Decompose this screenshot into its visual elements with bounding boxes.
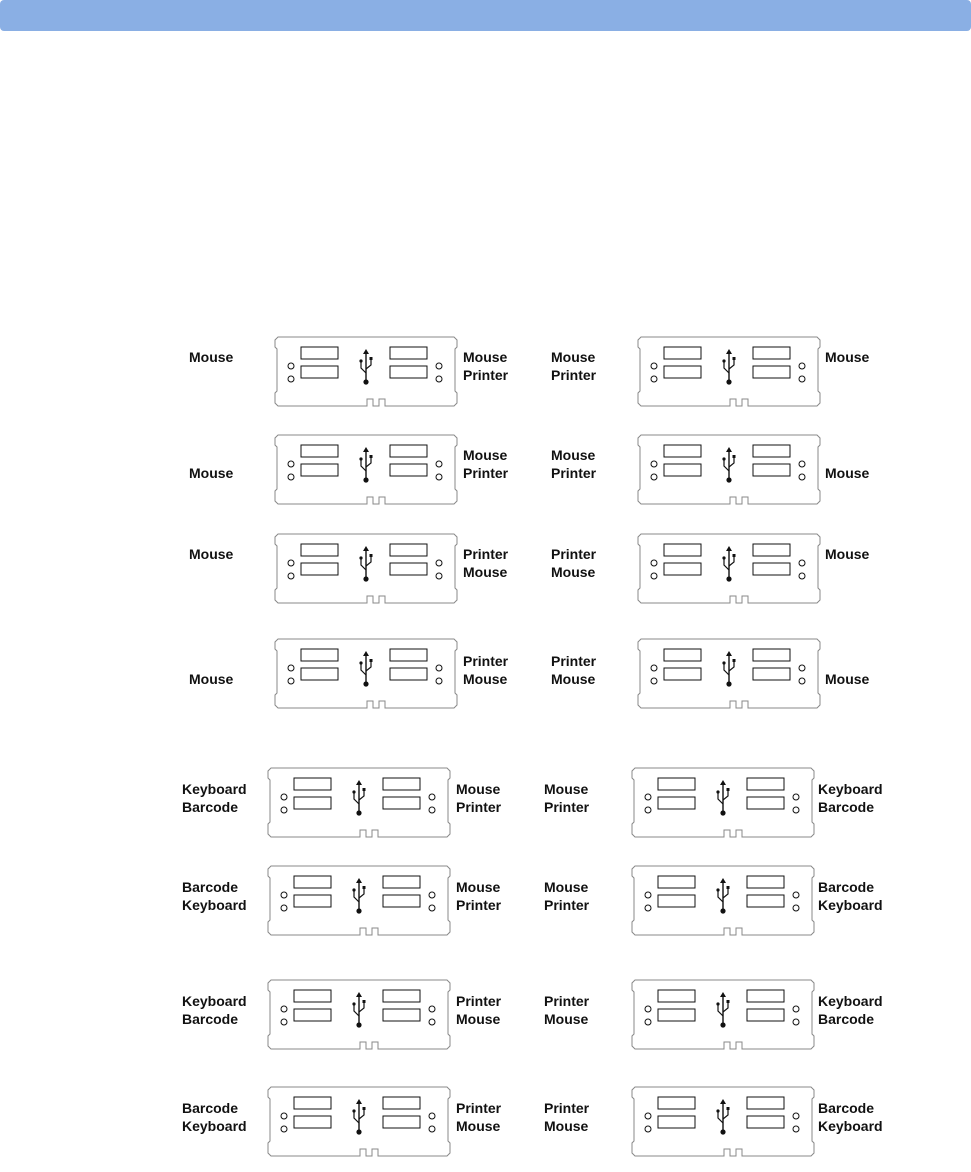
- port-label: Keyboard: [818, 1118, 883, 1134]
- usb-port-upper-left: [658, 990, 695, 1002]
- port-label: Mouse: [544, 781, 589, 797]
- port-label: Barcode: [182, 799, 239, 815]
- port-label: Mouse: [463, 349, 508, 365]
- screw-hole: [645, 1019, 651, 1025]
- screw-hole: [645, 1126, 651, 1132]
- screw-hole: [429, 794, 435, 800]
- screw-hole: [651, 665, 657, 671]
- port-label: Printer: [544, 993, 590, 1009]
- usb-port-upper-right: [747, 876, 784, 888]
- screw-hole: [793, 807, 799, 813]
- usb-port-upper-left: [294, 778, 331, 790]
- usb-port-upper-left: [658, 1097, 695, 1109]
- usb-port-lower-left: [301, 563, 338, 575]
- port-label: Printer: [463, 653, 509, 669]
- port-label: Barcode: [818, 799, 875, 815]
- usb-port-upper-right: [753, 347, 790, 359]
- port-label: Printer: [456, 993, 502, 1009]
- port-label: Keyboard: [182, 1118, 247, 1134]
- port-label: Mouse: [456, 1011, 501, 1027]
- usb-port-panel: [638, 534, 820, 603]
- usb-port-upper-left: [664, 544, 701, 556]
- port-label: Barcode: [182, 1011, 239, 1027]
- screw-hole: [429, 892, 435, 898]
- usb-port-lower-right: [390, 668, 427, 680]
- usb-port-lower-left: [301, 366, 338, 378]
- port-label: Printer: [463, 546, 509, 562]
- screw-hole: [288, 665, 294, 671]
- port-label: Printer: [456, 799, 502, 815]
- screw-hole: [281, 905, 287, 911]
- usb-port-lower-right: [747, 797, 784, 809]
- usb-port-panel: [632, 1087, 814, 1156]
- port-label: Barcode: [818, 879, 875, 895]
- usb-port-panel: [632, 768, 814, 837]
- usb-port-panel: [275, 639, 457, 708]
- screw-hole: [429, 1006, 435, 1012]
- usb-port-panel: [275, 534, 457, 603]
- port-label: Barcode: [818, 1100, 875, 1116]
- port-label: Mouse: [456, 781, 501, 797]
- screw-hole: [436, 573, 442, 579]
- screw-hole: [645, 807, 651, 813]
- usb-port-upper-right: [390, 347, 427, 359]
- screw-hole: [799, 678, 805, 684]
- screw-hole: [281, 892, 287, 898]
- port-label: Mouse: [544, 1118, 589, 1134]
- screw-hole: [281, 807, 287, 813]
- screw-hole: [288, 474, 294, 480]
- screw-hole: [436, 665, 442, 671]
- port-label: Printer: [551, 546, 597, 562]
- usb-port-upper-left: [294, 876, 331, 888]
- port-label: Mouse: [463, 564, 508, 580]
- screw-hole: [436, 363, 442, 369]
- usb-port-upper-left: [294, 990, 331, 1002]
- screw-hole: [793, 1006, 799, 1012]
- usb-port-lower-right: [383, 895, 420, 907]
- usb-port-upper-right: [383, 876, 420, 888]
- port-label: Keyboard: [182, 993, 247, 1009]
- usb-port-upper-right: [747, 1097, 784, 1109]
- screw-hole: [281, 1126, 287, 1132]
- usb-port-lower-right: [390, 366, 427, 378]
- usb-port-lower-left: [664, 563, 701, 575]
- usb-port-panel: [268, 866, 450, 935]
- screw-hole: [436, 560, 442, 566]
- screw-hole: [793, 1019, 799, 1025]
- screw-hole: [288, 461, 294, 467]
- port-label: Mouse: [189, 349, 234, 365]
- screw-hole: [651, 573, 657, 579]
- usb-port-lower-right: [753, 668, 790, 680]
- usb-port-panel: [638, 435, 820, 504]
- usb-port-panel: [275, 435, 457, 504]
- usb-port-lower-left: [301, 668, 338, 680]
- port-label: Mouse: [825, 349, 870, 365]
- usb-port-upper-left: [301, 544, 338, 556]
- usb-port-lower-left: [658, 797, 695, 809]
- usb-port-upper-right: [747, 990, 784, 1002]
- screw-hole: [651, 363, 657, 369]
- usb-port-lower-right: [747, 1116, 784, 1128]
- port-label: Mouse: [551, 671, 596, 687]
- screw-hole: [429, 807, 435, 813]
- screw-hole: [651, 678, 657, 684]
- usb-port-upper-right: [383, 990, 420, 1002]
- usb-port-upper-right: [383, 778, 420, 790]
- screw-hole: [429, 1113, 435, 1119]
- usb-port-upper-left: [664, 649, 701, 661]
- port-label: Printer: [544, 1100, 590, 1116]
- screw-hole: [799, 573, 805, 579]
- usb-port-lower-left: [294, 895, 331, 907]
- screw-hole: [793, 1113, 799, 1119]
- usb-port-lower-right: [747, 1009, 784, 1021]
- usb-port-upper-left: [664, 445, 701, 457]
- port-label: Printer: [544, 799, 590, 815]
- usb-port-lower-left: [658, 1009, 695, 1021]
- usb-port-lower-left: [664, 366, 701, 378]
- usb-port-panel: [275, 337, 457, 406]
- port-label: Mouse: [825, 546, 870, 562]
- usb-port-upper-left: [658, 876, 695, 888]
- usb-port-lower-right: [753, 563, 790, 575]
- screw-hole: [429, 1126, 435, 1132]
- usb-port-upper-left: [664, 347, 701, 359]
- usb-port-upper-right: [747, 778, 784, 790]
- screw-hole: [281, 1019, 287, 1025]
- screw-hole: [281, 1113, 287, 1119]
- usb-port-upper-left: [301, 347, 338, 359]
- screw-hole: [793, 892, 799, 898]
- usb-port-lower-right: [383, 797, 420, 809]
- usb-port-panel: [268, 1087, 450, 1156]
- screw-hole: [288, 573, 294, 579]
- screw-hole: [799, 665, 805, 671]
- screw-hole: [645, 905, 651, 911]
- usb-port-panel: [268, 980, 450, 1049]
- port-label: Printer: [463, 367, 509, 383]
- usb-port-lower-left: [294, 797, 331, 809]
- port-label: Printer: [463, 465, 509, 481]
- screw-hole: [645, 1113, 651, 1119]
- screw-hole: [799, 376, 805, 382]
- usb-port-upper-left: [301, 445, 338, 457]
- usb-port-panel: [632, 980, 814, 1049]
- usb-port-lower-left: [294, 1116, 331, 1128]
- port-label: Mouse: [544, 879, 589, 895]
- usb-port-lower-right: [747, 895, 784, 907]
- usb-port-lower-left: [664, 464, 701, 476]
- screw-hole: [429, 1019, 435, 1025]
- port-label: Mouse: [551, 349, 596, 365]
- screw-hole: [288, 560, 294, 566]
- screw-hole: [436, 461, 442, 467]
- screw-hole: [799, 560, 805, 566]
- usb-port-lower-left: [294, 1009, 331, 1021]
- port-label: Keyboard: [182, 897, 247, 913]
- port-label: Mouse: [456, 1118, 501, 1134]
- usb-port-upper-right: [753, 649, 790, 661]
- screw-hole: [436, 678, 442, 684]
- usb-port-lower-left: [658, 895, 695, 907]
- screw-hole: [793, 905, 799, 911]
- screw-hole: [436, 376, 442, 382]
- port-label: Mouse: [551, 564, 596, 580]
- port-label: Keyboard: [818, 781, 883, 797]
- screw-hole: [645, 794, 651, 800]
- screw-hole: [799, 363, 805, 369]
- usb-port-upper-right: [390, 544, 427, 556]
- usb-port-upper-right: [390, 445, 427, 457]
- screw-hole: [281, 1006, 287, 1012]
- usb-port-upper-right: [753, 544, 790, 556]
- port-label: Printer: [551, 465, 597, 481]
- port-label: Mouse: [551, 447, 596, 463]
- usb-port-panel: [638, 639, 820, 708]
- port-label: Mouse: [825, 465, 870, 481]
- screw-hole: [651, 560, 657, 566]
- port-label: Printer: [544, 897, 590, 913]
- screw-hole: [288, 376, 294, 382]
- usb-port-lower-right: [753, 464, 790, 476]
- usb-port-panel: [632, 866, 814, 935]
- usb-port-upper-right: [753, 445, 790, 457]
- screw-hole: [651, 376, 657, 382]
- usb-port-lower-right: [383, 1116, 420, 1128]
- port-label: Printer: [456, 1100, 502, 1116]
- port-label: Barcode: [182, 1100, 239, 1116]
- usb-port-lower-right: [753, 366, 790, 378]
- usb-port-upper-left: [301, 649, 338, 661]
- screw-hole: [429, 905, 435, 911]
- port-label: Mouse: [189, 671, 234, 687]
- screw-hole: [288, 678, 294, 684]
- port-label: Mouse: [544, 1011, 589, 1027]
- port-label: Mouse: [463, 447, 508, 463]
- screw-hole: [281, 794, 287, 800]
- port-label: Mouse: [189, 546, 234, 562]
- usb-port-upper-right: [390, 649, 427, 661]
- port-label: Mouse: [463, 671, 508, 687]
- usb-port-lower-left: [301, 464, 338, 476]
- screw-hole: [793, 1126, 799, 1132]
- usb-port-upper-left: [658, 778, 695, 790]
- port-label: Mouse: [825, 671, 870, 687]
- usb-port-upper-right: [383, 1097, 420, 1109]
- screw-hole: [651, 461, 657, 467]
- usb-port-panel: [638, 337, 820, 406]
- screw-hole: [645, 892, 651, 898]
- port-label: Mouse: [189, 465, 234, 481]
- usb-port-lower-right: [383, 1009, 420, 1021]
- port-label: Printer: [551, 653, 597, 669]
- usb-port-lower-right: [390, 563, 427, 575]
- screw-hole: [288, 363, 294, 369]
- port-label: Keyboard: [182, 781, 247, 797]
- screw-hole: [793, 794, 799, 800]
- usb-port-lower-left: [658, 1116, 695, 1128]
- usb-port-upper-left: [294, 1097, 331, 1109]
- usb-port-panel: [268, 768, 450, 837]
- port-label: Mouse: [456, 879, 501, 895]
- port-label: Printer: [551, 367, 597, 383]
- screw-hole: [645, 1006, 651, 1012]
- port-label: Keyboard: [818, 897, 883, 913]
- port-label: Barcode: [182, 879, 239, 895]
- port-label: Barcode: [818, 1011, 875, 1027]
- usb-port-lower-left: [664, 668, 701, 680]
- screw-hole: [799, 461, 805, 467]
- screw-hole: [799, 474, 805, 480]
- port-label: Printer: [456, 897, 502, 913]
- usb-port-lower-right: [390, 464, 427, 476]
- screw-hole: [436, 474, 442, 480]
- port-label: Keyboard: [818, 993, 883, 1009]
- screw-hole: [651, 474, 657, 480]
